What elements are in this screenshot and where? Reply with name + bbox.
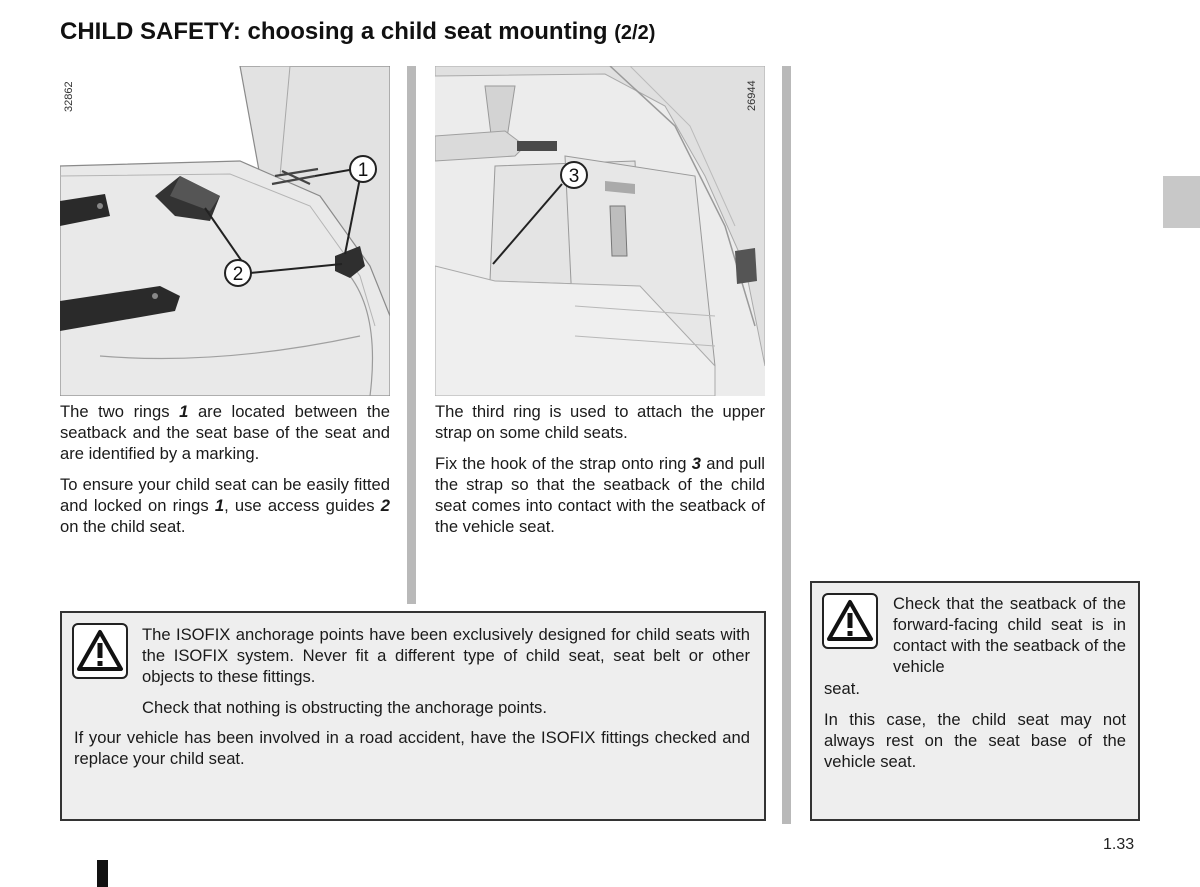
- column-divider-right: [782, 66, 791, 824]
- title-main: CHILD SAFETY: choosing a child seat mounting: [60, 18, 608, 45]
- text-run: Fix the hook of the strap onto ring: [435, 454, 692, 473]
- column-divider-left: [407, 66, 416, 604]
- warning-isofix-para-3: If your vehicle has been involved in a road accident, have the ISOFIX fittings checked and replace your child seat.: [74, 728, 750, 768]
- warning-seatback-para-2: In this case, the child seat may not always rest on the seat base of the vehicle seat.: [824, 710, 1126, 771]
- page-number: 1.33: [1103, 836, 1135, 853]
- callout-3: 3: [568, 166, 580, 187]
- text-run: are located between the seatback and the seat base of the seat and are identified by a marking.: [60, 402, 390, 463]
- figure-boot-anchor: [435, 66, 765, 396]
- warning-isofix-para-2: Check that nothing is obstructing the anchorage points.: [142, 698, 547, 717]
- warning-seatback-head: Check that the seatback of the forward-facing child seat is in contact with the seatback of the vehicle: [893, 594, 1126, 676]
- warning-triangle-icon: [72, 623, 128, 679]
- text-run: To ensure your child seat can be easily fitted and locked on rings: [60, 475, 390, 515]
- warning-box-seatback: [810, 581, 1140, 821]
- figure-ref-left: 32862: [63, 81, 75, 112]
- ref-ring-1: 1: [179, 402, 189, 421]
- warning-isofix-text: [142, 624, 750, 728]
- middle-para-2: [435, 453, 765, 537]
- text-run: , use access guides: [224, 496, 381, 515]
- middle-para-1: The third ring is used to attach the upper strap on some child seats.: [435, 402, 765, 442]
- chapter-tab: [1163, 176, 1200, 228]
- left-column-text: [60, 401, 390, 547]
- middle-column-text: [435, 401, 765, 547]
- warning-box-isofix: [60, 611, 766, 821]
- page-title: [60, 18, 655, 46]
- warning-triangle-icon: [822, 593, 878, 649]
- warning-isofix-para-1: The ISOFIX anchorage points have been exclusively designed for child seats with the ISOFIX system. Never fit a different type of child seat, seat belt or other objects to these fittings.: [142, 625, 750, 686]
- figure-seat-isofix: [60, 66, 390, 396]
- ref-guide-2: 2: [380, 496, 390, 515]
- text-run: on the child seat.: [60, 517, 186, 536]
- left-para-1: [60, 401, 390, 464]
- warning-seatback-tail: seat.: [824, 679, 860, 698]
- callout-1: 1: [357, 160, 369, 181]
- text-run: The two rings: [60, 402, 180, 421]
- callout-2: 2: [232, 264, 244, 285]
- print-mark: [97, 860, 108, 887]
- ref-ring-3: 3: [691, 454, 701, 473]
- title-part: (2/2): [614, 22, 656, 44]
- ref-ring-1: 1: [214, 496, 225, 515]
- text-run: and pull the strap so that the seatback of the child seat comes into contact with the seatback of the vehicle seat.: [435, 454, 765, 536]
- left-para-2: [60, 474, 390, 537]
- figure-ref-middle: 26944: [746, 80, 758, 111]
